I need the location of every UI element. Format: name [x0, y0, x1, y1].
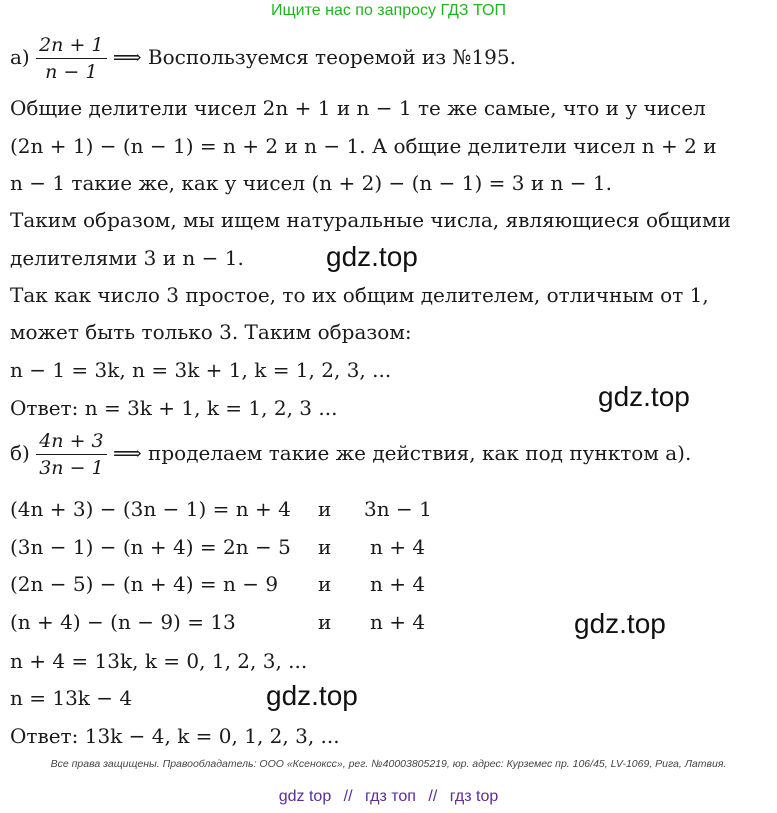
fraction-denominator: n − 1: [45, 61, 98, 83]
watermark-text: gdz.top: [598, 381, 690, 412]
text-line: n − 1 такие же, как у чисел (n + 2) − (n − 1) = 3 и n − 1.: [10, 171, 612, 195]
text-line: Таким образом, мы ищем натуральные числа, являющиеся общими: [10, 208, 731, 232]
part-b-label: б): [10, 441, 30, 465]
formula-line: n + 4 = 13k, k = 0, 1, 2, 3, ...: [10, 649, 308, 673]
part-a-fraction: [36, 34, 106, 83]
text-line: (2n + 1) − (n − 1) = n + 2 и n − 1. А общие делители чисел n + 2 и: [10, 134, 717, 158]
fraction-denominator: 3n − 1: [39, 457, 104, 479]
row-conj: и: [318, 497, 332, 521]
footer-separator: //: [428, 788, 438, 805]
row-left: (4n + 3) − (3n − 1) = n + 4: [10, 497, 291, 521]
text-line: делителями 3 и n − 1.: [10, 246, 244, 270]
row-right: 3n − 1: [364, 497, 432, 521]
footer-link-gdz-top-ru[interactable]: гдз топ: [365, 788, 416, 805]
row-left: (3n − 1) − (n + 4) = 2n − 5: [10, 535, 291, 559]
top-banner: Ищите нас по запросу ГДЗ ТОП: [271, 2, 506, 19]
row-right: n + 4: [370, 535, 426, 559]
row-right: n + 4: [370, 572, 426, 596]
watermark-text: gdz.top: [326, 241, 418, 272]
row-right: n + 4: [370, 610, 426, 634]
part-a-intro: ⟹ Воспользуемся теоремой из №195.: [112, 45, 516, 69]
part-a-label: а): [10, 45, 30, 69]
footer-link-gdz-top-mixed[interactable]: гдз top: [449, 788, 499, 805]
watermark-text: gdz.top: [266, 680, 358, 711]
part-b-intro: ⟹ проделаем такие же действия, как под пунктом а).: [112, 441, 692, 465]
footer-separator: //: [343, 788, 353, 805]
watermark-text: gdz.top: [574, 608, 666, 639]
footer-links: [0, 788, 777, 806]
footer-legal: Все права защищены. Правообладатель: ООО «Ксеноксс», рег. №40003805219, юр. адрес: Курземес пр. 106/45, LV-1069, Рига, Латвия.: [50, 758, 727, 770]
text-line: может быть только 3. Таким образом:: [10, 320, 412, 344]
row-conj: и: [318, 610, 332, 634]
answer-b: Ответ: 13k − 4, k = 0, 1, 2, 3, ...: [10, 724, 340, 748]
part-b-fraction: [36, 430, 106, 479]
text-line: Общие делители чисел 2n + 1 и n − 1 те же самые, что и у чисел: [10, 96, 706, 120]
footer-link-gdz-top[interactable]: gdz top: [278, 788, 332, 805]
answer-a: Ответ: n = 3k + 1, k = 1, 2, 3 ...: [10, 396, 338, 420]
text-line: Так как число 3 простое, то их общим делителем, отличным от 1,: [10, 283, 709, 307]
fraction-numerator: 4n + 3: [36, 430, 106, 455]
row-left: (2n − 5) − (n + 4) = n − 9: [10, 572, 279, 596]
fraction-numerator: 2n + 1: [36, 34, 106, 59]
formula-line: n = 13k − 4: [10, 686, 133, 710]
formula-line: n − 1 = 3k, n = 3k + 1, k = 1, 2, 3, ...: [10, 358, 392, 382]
part-b-header: [10, 430, 691, 479]
row-conj: и: [318, 572, 332, 596]
part-a-header: [10, 34, 516, 83]
row-left: (n + 4) − (n − 9) = 13: [10, 610, 236, 634]
row-conj: и: [318, 535, 332, 559]
